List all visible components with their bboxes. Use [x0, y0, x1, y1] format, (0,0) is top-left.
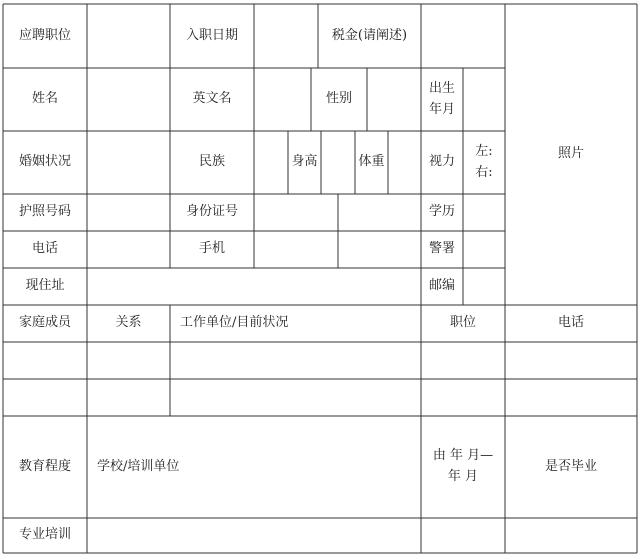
field-address[interactable] [87, 268, 421, 305]
label-address: 现住址 [25, 278, 65, 294]
header-family-phone: 电话 [557, 315, 584, 331]
label-birth: 出生 年月 [428, 80, 455, 117]
family-row-1-job[interactable] [421, 342, 505, 379]
family-row-2-job[interactable] [421, 379, 505, 416]
header-school: 学校/培训单位 [97, 458, 180, 474]
family-row-1-relation[interactable] [87, 342, 170, 379]
header-job-title: 职位 [449, 315, 476, 331]
label-phone: 电话 [31, 241, 58, 257]
label-marital: 婚姻状况 [18, 154, 71, 170]
label-vision: 视力 [428, 154, 455, 170]
label-passport: 护照号码 [18, 204, 71, 220]
label-family-members: 家庭成员 [18, 315, 71, 331]
label-id-number: 身份证号 [185, 204, 238, 220]
header-work-status: 工作单位/目前状况 [180, 315, 289, 331]
field-phone[interactable] [87, 231, 170, 268]
field-english-name[interactable] [254, 68, 311, 131]
field-postcode[interactable] [463, 268, 505, 305]
label-postcode: 邮编 [428, 278, 455, 294]
family-row-2-phone[interactable] [505, 379, 637, 416]
label-position: 应聘职位 [18, 27, 71, 43]
label-police: 警署 [428, 241, 455, 257]
header-period: 由 年 月— 年 月 [432, 448, 494, 484]
label-mobile: 手机 [198, 241, 225, 257]
field-training-period[interactable] [421, 518, 505, 553]
label-tax: 税金(请阐述) [331, 27, 408, 43]
field-id-number[interactable] [254, 194, 421, 231]
field-passport[interactable] [87, 194, 170, 231]
label-education-level: 学历 [428, 204, 455, 220]
field-training-school[interactable] [87, 518, 421, 553]
label-english-name: 英文名 [192, 91, 232, 107]
field-name[interactable] [87, 68, 170, 131]
family-row-2-work[interactable] [170, 379, 421, 416]
label-ethnicity: 民族 [198, 154, 225, 170]
field-height[interactable] [321, 131, 355, 194]
field-education-level[interactable] [463, 194, 505, 231]
field-vision[interactable]: 左: 右: [475, 143, 493, 180]
label-education: 教育程度 [18, 458, 71, 474]
field-tax[interactable] [421, 4, 505, 68]
field-mobile[interactable] [254, 231, 421, 268]
field-position[interactable] [87, 4, 170, 68]
field-ethnicity[interactable] [254, 131, 288, 194]
label-name: 姓名 [31, 91, 58, 107]
field-police[interactable] [463, 231, 505, 268]
photo-box[interactable]: 照片 [557, 146, 584, 162]
field-gender[interactable] [367, 68, 421, 131]
field-marital[interactable] [87, 131, 170, 194]
label-height: 身高 [291, 154, 318, 170]
header-graduated: 是否毕业 [544, 458, 597, 474]
field-entry-date[interactable] [254, 4, 318, 68]
field-training-graduated[interactable] [505, 518, 637, 553]
label-training: 专业培训 [18, 527, 71, 543]
field-weight[interactable] [388, 131, 421, 194]
header-relation: 关系 [115, 315, 142, 331]
label-weight: 体重 [358, 154, 385, 170]
label-entry-date: 入职日期 [185, 27, 238, 43]
family-row-1-work[interactable] [170, 342, 421, 379]
label-gender: 性别 [325, 91, 352, 107]
field-birth[interactable] [463, 68, 505, 131]
family-row-1-phone[interactable] [505, 342, 637, 379]
family-row-2-relation[interactable] [87, 379, 170, 416]
